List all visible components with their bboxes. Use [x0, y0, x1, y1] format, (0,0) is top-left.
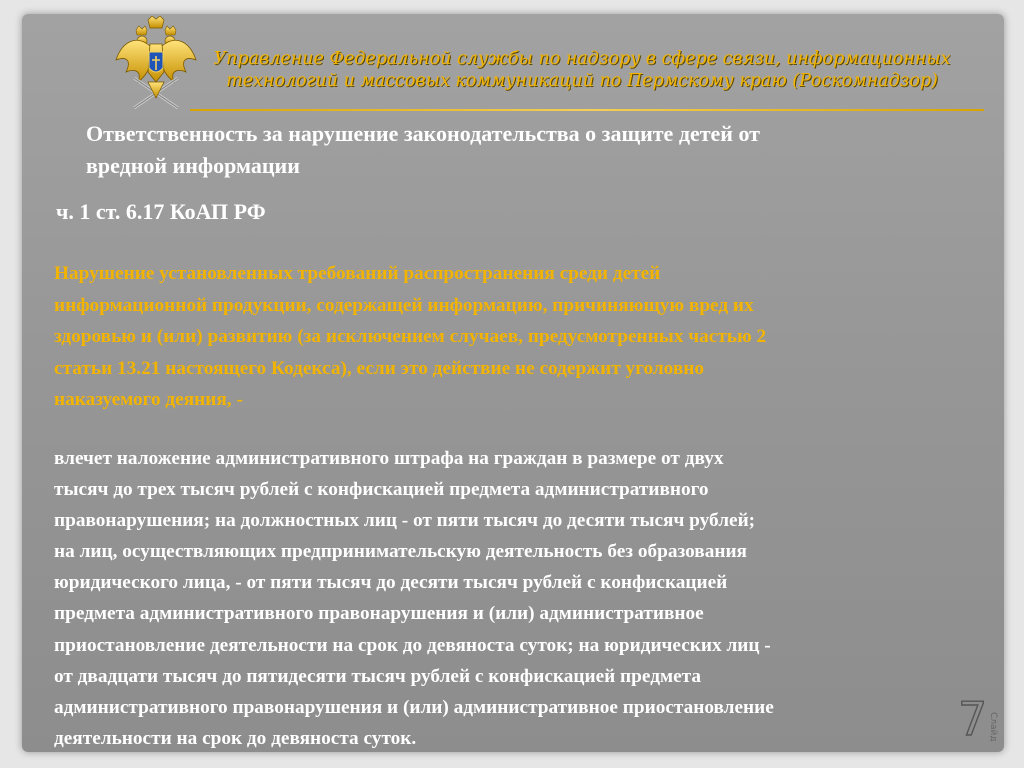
- violation-line: статьи 13.21 настоящего Кодекса), если это действие не содержит уголовно: [54, 357, 704, 379]
- penalty-line: предмета административного правонарушения и (или) административное: [54, 603, 704, 625]
- penalty-line: на лиц, осуществляющих предпринимательскую деятельность без образования: [54, 541, 747, 563]
- header-divider: [190, 109, 984, 111]
- organization-header: [202, 48, 962, 92]
- violation-line: Нарушение установленных требований распространения среди детей: [54, 263, 661, 284]
- violation-description: [54, 258, 1004, 416]
- slide-page-number: 7: [958, 692, 988, 746]
- penalty-line: административного правонарушения и (или) административное приостановление: [54, 696, 774, 718]
- slide-title-line: Ответственность за нарушение законодательства о защите детей от: [86, 121, 760, 146]
- slide-title: [86, 118, 986, 182]
- violation-line: информационной продукции, содержащей информацию, причиняющую вред их: [54, 294, 754, 316]
- violation-line: наказуемого деяния, -: [54, 389, 243, 410]
- penalty-line: влечет наложение административного штрафа на граждан в размере от двух: [54, 448, 724, 469]
- slide-title-line: вредной информации: [86, 153, 300, 178]
- organization-header-line: Управление Федеральной службы по надзору в сфере связи, информационных: [213, 49, 951, 69]
- penalty-description: [54, 443, 1004, 752]
- penalty-line: юридического лица, - от пяти тысяч до десяти тысяч рублей с конфискацией: [54, 572, 728, 594]
- penalty-line: правонарушения; на должностных лиц - от пяти тысяч до десяти тысяч рублей;: [54, 510, 756, 532]
- organization-header-line: технологий и массовых коммуникаций по Пермскому краю (Роскомнадзор): [226, 71, 938, 91]
- penalty-line: деятельности на срок до девяноста суток.: [54, 727, 417, 749]
- slide-side-label: Слайд: [988, 712, 998, 742]
- penalty-line: приостановление деятельности на срок до девяноста суток; на юридических лиц -: [54, 634, 771, 656]
- violation-line: здоровью и (или) развитию (за исключением случаев, предусмотренных частью 2: [54, 326, 767, 347]
- double-headed-eagle-emblem-icon: [112, 16, 200, 112]
- penalty-line: тысяч до трех тысяч рублей с конфискацией предмета административного: [54, 479, 709, 501]
- slide: [22, 14, 1004, 752]
- article-reference: ч. 1 ст. 6.17 КоАП РФ: [56, 199, 266, 224]
- penalty-line: от двадцати тысяч до пятидесяти тысяч рублей с конфискацией предмета: [54, 665, 701, 687]
